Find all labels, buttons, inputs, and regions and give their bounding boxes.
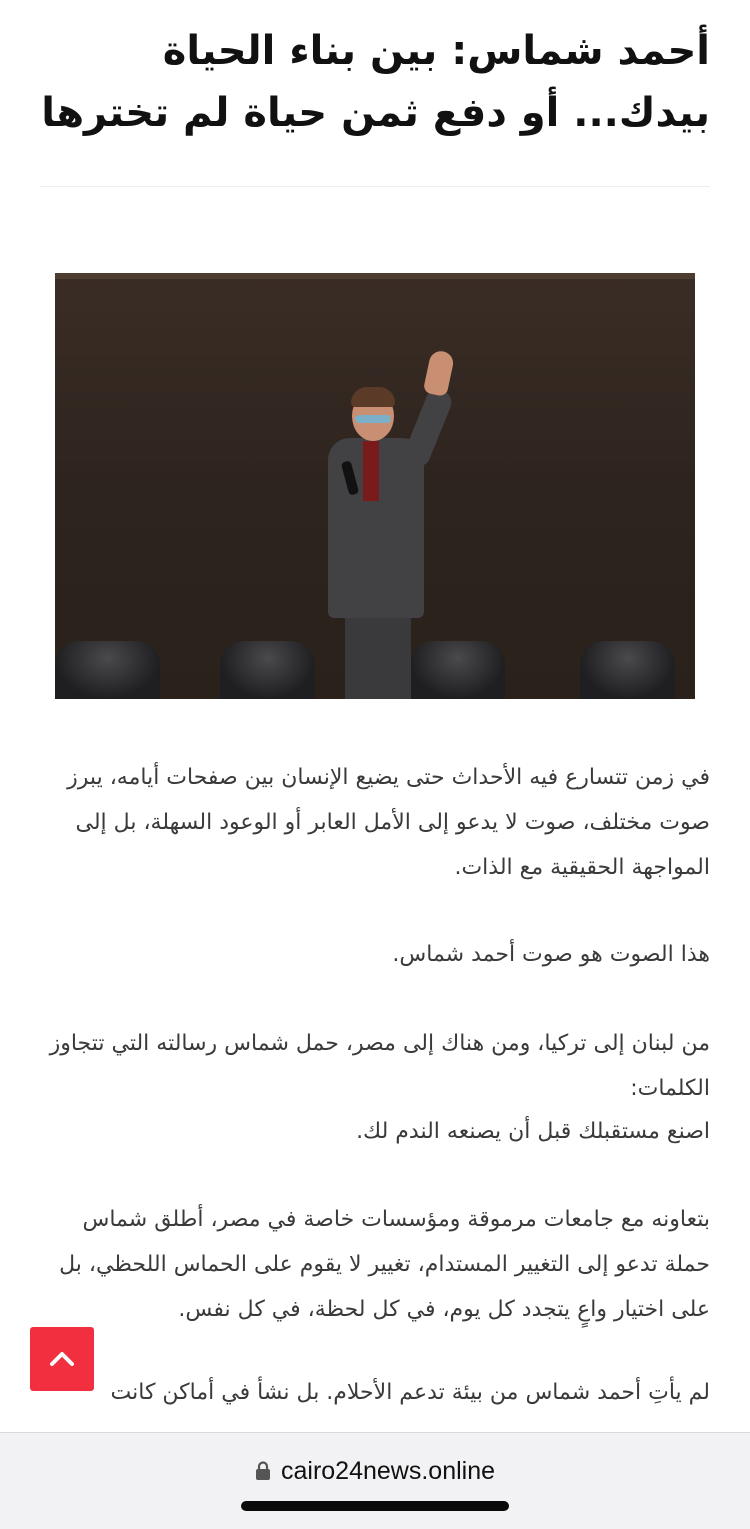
audience-seat [220, 641, 315, 699]
speaker-figure-glasses [355, 415, 391, 423]
audience-seat [55, 641, 160, 699]
audience-seat [580, 641, 675, 699]
headline-divider [40, 186, 710, 187]
speaker-figure-arm [401, 386, 455, 470]
speaker-figure-hair [351, 387, 395, 407]
article-paragraph: بتعاونه مع جامعات مرموقة ومؤسسات خاصة في مصر، أطلق شماس حملة تدعو إلى التغيير المستدام، تغيير لا يقوم على الحماس اللحظي، بل على اختيار واعٍ يتجدد كل يوم، في كل لحظة، في كل نفس. [59, 1207, 710, 1322]
article-paragraph: هذا الصوت هو صوت أحمد شماس. [392, 942, 710, 967]
home-indicator[interactable] [241, 1501, 509, 1511]
browser-address-bar[interactable] [0, 1432, 750, 1529]
photo-backdrop-edge [55, 273, 695, 279]
article-paragraph: لم يأتِ أحمد شماس من بيئة تدعم الأحلام. بل نشأ في أماكن كانت [110, 1380, 710, 1405]
article-paragraph: اصنع مستقبلك قبل أن يصنعه الندم لك. [356, 1119, 710, 1144]
article-paragraph: من لبنان إلى تركيا، ومن هناك إلى مصر، حمل شماس رسالته التي تتجاوز الكلمات: [49, 1031, 710, 1101]
lock-icon [255, 1461, 271, 1481]
article-headline: أحمد شماس: بين بناء الحياة بيدك... أو دفع ثمن حياة لم تخترها [41, 28, 710, 136]
url-display[interactable] [0, 1451, 750, 1491]
audience-seat [410, 641, 505, 699]
speaker-figure-hand [423, 349, 456, 397]
article-paragraph: في زمن تتسارع فيه الأحداث حتى يضيع الإنسان بين صفحات أيامه، يبرز صوت مختلف، صوت لا يدعو إلى الأمل العابر أو الوعود السهلة، بل إلى المواجهة الحقيقية مع الذات. [67, 765, 710, 880]
scroll-to-top-button[interactable] [30, 1327, 94, 1391]
article-photo [55, 273, 695, 699]
chevron-up-icon [49, 1351, 75, 1367]
url-text: cairo24news.online [280, 1456, 496, 1485]
speaker-figure-tie [363, 441, 379, 501]
